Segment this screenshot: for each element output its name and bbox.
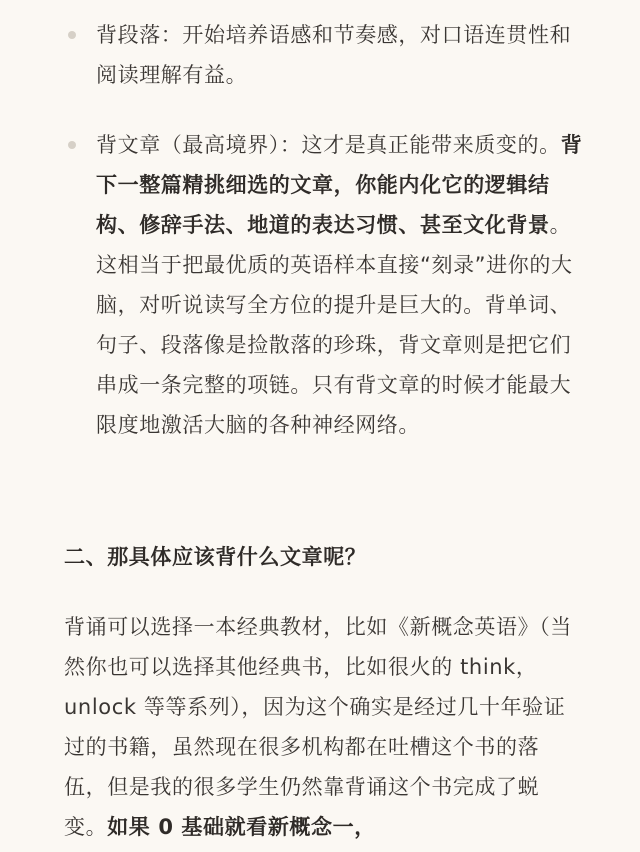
bullet-dot-icon xyxy=(68,141,76,149)
list-item-paragraph-recitation xyxy=(62,15,640,95)
bullet-dot-icon xyxy=(68,31,76,39)
list-item-article-recitation xyxy=(62,125,640,445)
paragraph-segment-1: 背诵可以选择一本经典教材，比如《新概念英语》（当然你也可以选择其他经典书，比如很火的 think， unlock 等等系列），因为这个确实是经过几十年验证过的书籍，虽然现在很多机构都在吐槽这个书的落伍，但是我的很多学生仍然靠背诵这个书完成了蜕变。 xyxy=(64,615,572,839)
list-item-text xyxy=(96,125,584,445)
section-heading: 二、那具体应该背什么文章呢？ xyxy=(64,545,367,569)
list-item-2-segment-1: 背文章（最高境界）：这才是真正能带来质变的。 xyxy=(96,133,561,157)
list-item-2-bold-emphasis: 背下一整篇精挑细选的文章，你能内化它的逻辑结构、修辞手法、地道的表达习惯、甚至文化背景 xyxy=(96,133,583,237)
paragraph-bold-emphasis: 如果 0 基础就看新概念一， xyxy=(107,815,376,839)
body-paragraph xyxy=(64,607,580,847)
list-item-text xyxy=(96,15,584,95)
list-item-2-segment-3: 。这相当于把最优质的英语样本直接“刻录”进你的大脑，对听说读写全方位的提升是巨大的。背单词、句子、段落像是捡散落的珍珠，背文章则是把它们串成一条完整的项链。只有背文章的时候才能最大限度地激活大脑的各种神经网络。 xyxy=(96,213,573,437)
list-item-1-segment-1: 背段落：开始培养语感和节奏感，对口语连贯性和阅读理解有益。 xyxy=(96,23,572,87)
